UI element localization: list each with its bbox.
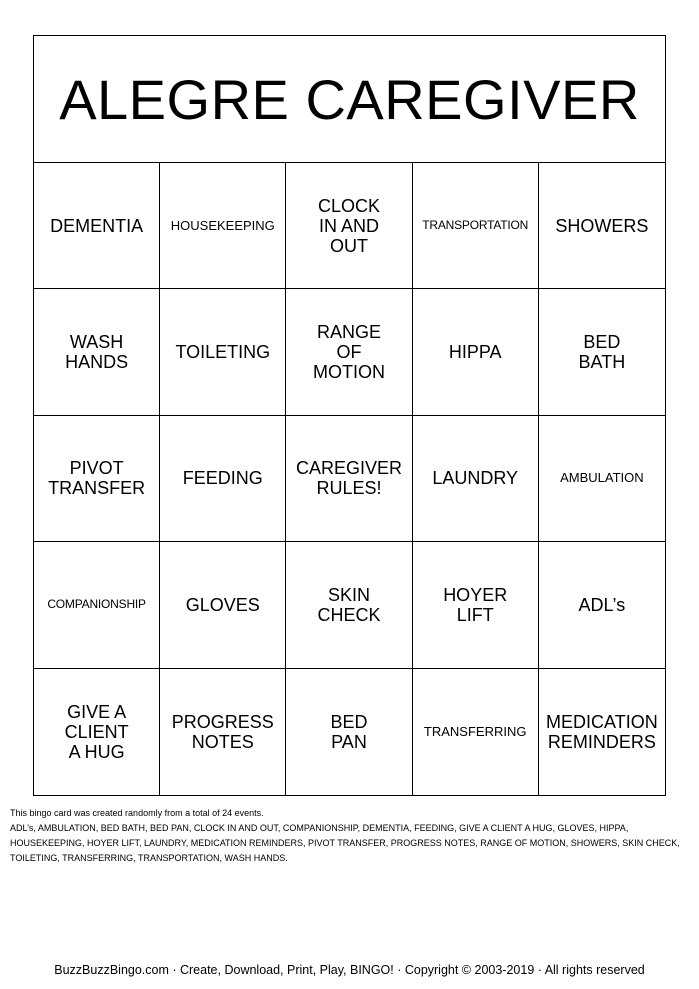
bingo-cell-r5-c2: PROGRESS NOTES	[160, 669, 286, 795]
bingo-cell-r2-c5: BED BATH	[539, 289, 665, 415]
bingo-cell-r5-c1: GIVE A CLIENT A HUG	[34, 669, 160, 795]
site-footer: BuzzBuzzBingo.com · Create, Download, Print, Play, BINGO! · Copyright © 2003-2019 · All rights reserved	[54, 963, 645, 977]
bingo-cell-r4-c4: HOYER LIFT	[413, 542, 539, 668]
bingo-cell-r1-c2: HOUSEKEEPING	[160, 163, 286, 289]
card-info	[10, 806, 690, 866]
bingo-cell-r4-c1: COMPANIONSHIP	[34, 542, 160, 668]
bingo-cell-r4-c5: ADL’s	[539, 542, 665, 668]
bingo-cell-r3-c3: CAREGIVER RULES!	[286, 416, 412, 542]
bingo-cell-r1-c1: DEMENTIA	[34, 163, 160, 289]
bingo-cell-r2-c2: TOILETING	[160, 289, 286, 415]
bingo-cell-r1-c4: TRANSPORTATION	[413, 163, 539, 289]
bingo-cell-r5-c4: TRANSFERRING	[413, 669, 539, 795]
bingo-cell-r3-c5: AMBULATION	[539, 416, 665, 542]
bingo-cell-r4-c2: GLOVES	[160, 542, 286, 668]
bingo-grid	[34, 163, 665, 795]
events-list: ADL’s, AMBULATION, BED BATH, BED PAN, CLOCK IN AND OUT, COMPANIONSHIP, DEMENTIA, FEEDING, GIVE A CLIENT A HUG, GLOVES, HIPPA, HOUSEKEEPING, HOYER LIFT, LAUNDRY, MEDICATION REMINDERS, PIVOT TRANSFER, PROGRESS NOTES, RANGE OF MOTION, SHOWERS, SKIN CHECK, TOILETING, TRANSFERRING, TRANSPORTATION, WASH HANDS.	[10, 823, 680, 863]
events-count-note: This bingo card was created randomly from a total of 24 events.	[10, 808, 264, 818]
bingo-cell-r2-c3: RANGE OF MOTION	[286, 289, 412, 415]
card-title: ALEGRE CAREGIVER	[34, 36, 665, 163]
bingo-cell-r4-c3: SKIN CHECK	[286, 542, 412, 668]
bingo-cell-r3-c2: FEEDING	[160, 416, 286, 542]
bingo-cell-r2-c1: WASH HANDS	[34, 289, 160, 415]
bingo-card	[33, 35, 666, 796]
bingo-cell-r3-c1: PIVOT TRANSFER	[34, 416, 160, 542]
bingo-cell-r1-c3: CLOCK IN AND OUT	[286, 163, 412, 289]
bingo-cell-r2-c4: HIPPA	[413, 289, 539, 415]
bingo-cell-r5-c5: MEDICATION REMINDERS	[546, 711, 658, 752]
bingo-cell-r5-c3: BED PAN	[286, 669, 412, 795]
bingo-cell-r1-c5: SHOWERS	[539, 163, 665, 289]
bingo-cell-r3-c4: LAUNDRY	[413, 416, 539, 542]
